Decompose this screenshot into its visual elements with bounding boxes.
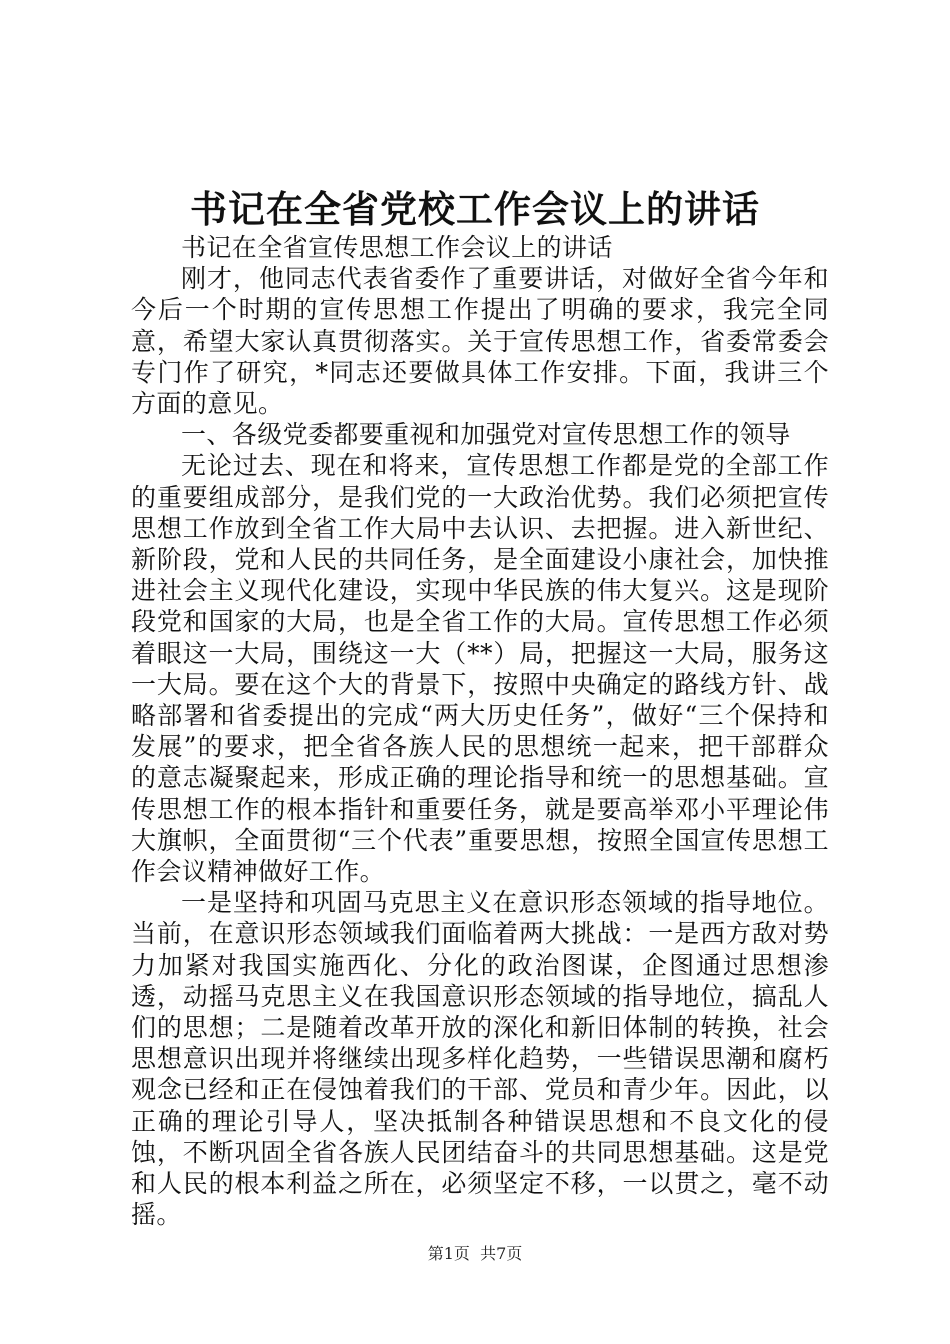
- document-title: 书记在全省党校工作会议上的讲话: [190, 187, 760, 231]
- page-number: 第1页: [427, 1244, 470, 1263]
- paragraph-body: 一是坚持和巩固马克思主义在意识形态领域的指导地位。当前，在意识形态领域我们面临着两大挑战：一是西方敌对势力加紧对我国实施西化、分化的政治图谋，企图通过思想渗透，动摇马克思主义在我国意识形态领域的指导地位，搞乱人们的思想；二是随着改革开放的深化和新旧体制的转换，社会思想意识出现并将继续出现多样化趋势，一些错误思潮和腐朽观念已经和正在侵蚀着我们的干部、党员和青少年。因此，以正确的理论引导人，坚决抵制各种错误思想和不良文化的侵蚀，不断巩固全省各族人民团结奋斗的共同思想基础。这是党和人民的根本利益之所在，必须坚定不移，一以贯之，毫不动摇。: [131, 888, 829, 1230]
- page-footer: [0, 1243, 950, 1265]
- paragraph-body: 无论过去、现在和将来，宣传思想工作都是党的全部工作的重要组成部分，是我们党的一大政治优势。我们必须把宣传思想工作放到全省工作大局中去认识、去把握。进入新世纪、新阶段，党和人民的共同任务，是全面建设小康社会，加快推进社会主义现代化建设，实现中华民族的伟大复兴。这是现阶段党和国家的大局，也是全省工作的大局。宣传思想工作必须着眼这一大局，围绕这一大（**）局，把握这一大局，服务这一大局。要在这个大的背景下，按照中央确定的路线方针、战略部署和省委提出的完成“两大历史任务”，做好“三个保持和发展”的要求，把全省各族人民的思想统一起来，把干部群众的意志凝聚起来，形成正确的理论指导和统一的思想基础。宣传思想工作的根本指针和重要任务，就是要高举邓小平理论伟大旗帜，全面贯彻“三个代表”重要思想，按照全国宣传思想工作会议精神做好工作。: [131, 451, 829, 887]
- paragraph-intro: 刚才，他同志代表省委作了重要讲话，对做好全省今年和今后一个时期的宣传思想工作提出了明确的要求，我完全同意，希望大家认真贯彻落实。关于宣传思想工作，省委常委会专门作了研究，*同志还要做具体工作安排。下面，我讲三个方面的意见。: [131, 264, 829, 419]
- paragraph-subtitle: 书记在全省宣传思想工作会议上的讲话: [181, 233, 613, 262]
- page-total: 共7页: [480, 1244, 523, 1263]
- section-heading: 一、各级党委都要重视和加强党对宣传思想工作的领导: [181, 420, 791, 450]
- document-body: [131, 232, 829, 1231]
